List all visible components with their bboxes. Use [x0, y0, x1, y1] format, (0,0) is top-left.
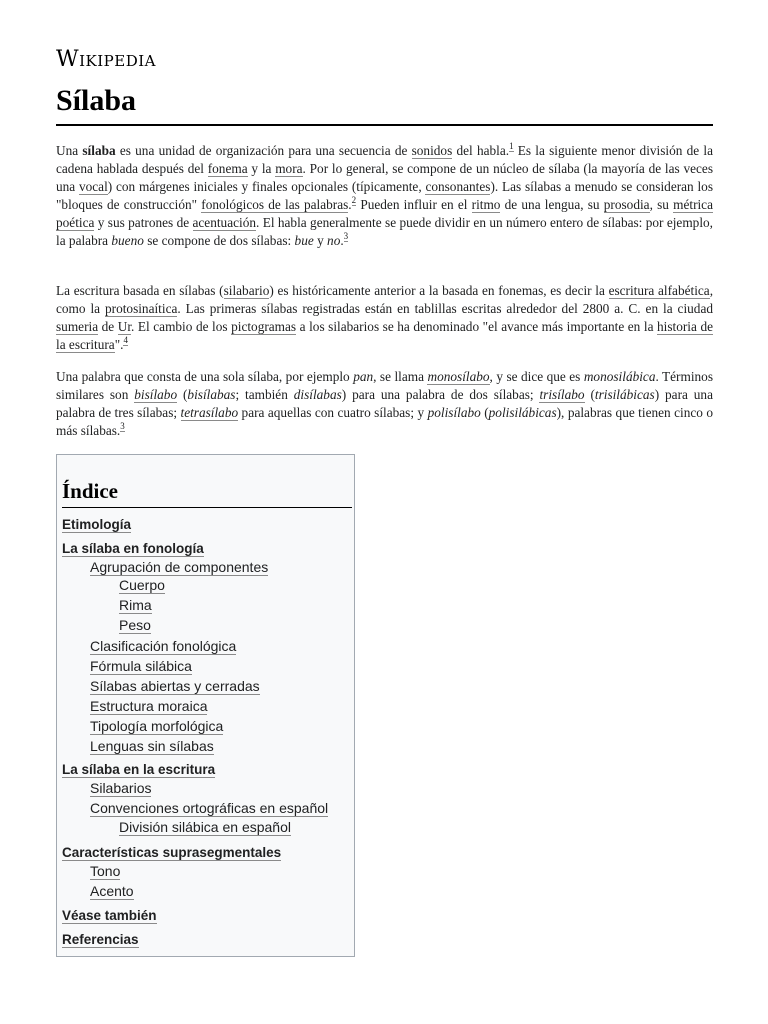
text-run: , su	[649, 197, 674, 212]
text-run: y sus patrones de	[94, 215, 193, 230]
toc-link[interactable]: Tono	[90, 863, 121, 879]
text-run: . Por lo general, se compone de un núcleo de sílaba (la mayoría de las veces una	[56, 161, 714, 194]
toc-link[interactable]: División silábica en español	[119, 819, 291, 835]
bold-term: sílaba	[82, 143, 116, 158]
toc-item[interactable]	[90, 737, 214, 755]
article-link[interactable]: protosinaítica	[105, 301, 178, 316]
text-run: (	[177, 387, 188, 402]
toc-item[interactable]	[90, 799, 328, 817]
italic-term: polisilábicas	[488, 405, 557, 420]
toc-item[interactable]	[119, 616, 151, 634]
toc-item[interactable]	[119, 576, 165, 594]
title-divider	[56, 124, 713, 126]
toc-title: Índice	[62, 479, 352, 508]
text-run: ) para una palabra de dos sílabas;	[341, 387, 540, 402]
text-run: . Las primeras sílabas registradas están en tablillas escritas alrededor del 2800 a. C. en la ciudad	[177, 301, 713, 316]
toc-link[interactable]: Cuerpo	[119, 577, 165, 593]
toc-item[interactable]	[90, 882, 134, 900]
italic-term: trisilábicas	[594, 387, 655, 402]
italic-term: no	[327, 233, 341, 248]
article-link[interactable]: silabario	[223, 283, 270, 298]
text-run: y	[313, 233, 328, 248]
text-run: .	[348, 197, 352, 212]
text-run: y la	[247, 161, 276, 176]
article-link[interactable]: acentuación	[192, 215, 256, 230]
toc-link[interactable]: Fórmula silábica	[90, 658, 192, 674]
toc-link[interactable]: Estructura moraica	[90, 698, 208, 714]
article-link[interactable]: pictogramas	[231, 319, 297, 334]
text-run: a los silabarios se ha denominado "el avance más importante en la	[296, 319, 658, 334]
text-run: ) con márgenes iniciales y finales opcionales (típicamente,	[107, 179, 426, 194]
citation-ref[interactable]: 2	[351, 195, 357, 205]
toc-item[interactable]	[90, 862, 120, 880]
text-run: Una	[56, 143, 83, 158]
intro-paragraph-2	[56, 282, 713, 354]
italic-term: polisílabo	[427, 405, 481, 420]
toc-item[interactable]	[62, 907, 157, 925]
toc-item[interactable]	[62, 540, 204, 558]
toc-link[interactable]: Rima	[119, 597, 152, 613]
page-title: Sílaba	[56, 84, 137, 117]
wikipedia-logo[interactable]: Wikipedia	[56, 47, 156, 72]
italic-term: disílabas	[293, 387, 342, 402]
toc-item[interactable]	[62, 931, 139, 949]
text-run: Pueden influir en el	[356, 197, 472, 212]
article-link[interactable]: prosodia	[603, 197, 650, 212]
citation-ref[interactable]: 4	[123, 335, 128, 345]
toc-link[interactable]: Acento	[90, 883, 134, 899]
text-run: ), palabras que tienen cinco o más sílabas.	[56, 405, 713, 438]
citation-ref[interactable]: 1	[509, 141, 514, 151]
text-run: para aquellas con cuatro sílabas; y	[238, 405, 428, 420]
text-run: ) para una palabra de tres sílabas;	[56, 387, 713, 420]
toc-link[interactable]: Véase también	[62, 908, 157, 923]
italic-term: pan	[353, 369, 374, 384]
article-link[interactable]: escritura alfabética	[608, 283, 710, 298]
text-run: ) es históricamente anterior a la basada en fonemas, es decir la	[269, 283, 609, 298]
text-run: Una palabra que consta de una sola sílaba, por ejemplo	[56, 369, 354, 384]
article-link[interactable]: ritmo	[471, 197, 501, 212]
article-link[interactable]: vocal	[78, 179, 108, 194]
toc-item[interactable]	[62, 516, 131, 534]
toc-link[interactable]: Agrupación de componentes	[90, 559, 269, 575]
toc-item[interactable]	[62, 761, 215, 779]
article-link[interactable]: tetrasílabo	[180, 405, 239, 420]
article-link[interactable]: Ur	[117, 319, 132, 334]
toc-item[interactable]	[62, 844, 281, 862]
text-run: La escritura basada en sílabas (	[56, 283, 224, 298]
article-link[interactable]: mora	[275, 161, 303, 176]
toc-link[interactable]: La sílaba en fonología	[62, 541, 204, 556]
text-run: . El habla generalmente se puede dividir en un número entero de sílabas: por ejemplo, la palabra	[56, 215, 713, 248]
article-link[interactable]: historia de la escritura	[56, 319, 713, 352]
text-run: .	[340, 233, 344, 248]
toc-link[interactable]: Sílabas abiertas y cerradas	[90, 678, 260, 694]
toc-item[interactable]	[90, 657, 192, 675]
toc-link[interactable]: Características suprasegmentales	[62, 845, 282, 860]
text-run: ; también	[235, 387, 294, 402]
text-run: (	[480, 405, 489, 420]
text-run: . El cambio de los	[131, 319, 232, 334]
toc-item[interactable]	[119, 596, 152, 614]
article-link[interactable]: consonantes	[425, 179, 491, 194]
intro-paragraph-1	[56, 142, 713, 250]
toc-link[interactable]: Silabarios	[90, 780, 152, 796]
article-link[interactable]: métrica poética	[56, 197, 713, 230]
text-run: , como la	[56, 283, 714, 316]
citation-ref[interactable]: 3	[343, 231, 349, 241]
toc-item[interactable]	[119, 818, 291, 836]
citation-ref[interactable]: 3	[120, 421, 125, 431]
article-link[interactable]: fonológicos de las palabras	[201, 197, 349, 212]
italic-term: bue	[294, 233, 314, 248]
toc-link[interactable]: Convenciones ortográficas en español	[90, 800, 329, 816]
toc-link[interactable]: Tipología morfológica	[90, 718, 224, 734]
article-link[interactable]: trisílabo	[539, 387, 585, 402]
text-run: ). Las sílabas a menudo se consideran los "bloques de construcción"	[56, 179, 713, 212]
text-run: de	[98, 319, 118, 334]
toc-item[interactable]	[90, 697, 207, 715]
text-run: ".	[114, 337, 124, 352]
text-run: Es la siguiente menor división de la cadena hablada después del	[56, 143, 713, 176]
text-run: , y se dice que es	[489, 369, 584, 384]
article-link[interactable]: fonema	[207, 161, 248, 176]
toc-item[interactable]	[90, 637, 236, 655]
table-of-contents	[56, 454, 355, 957]
intro-paragraph-3	[56, 368, 713, 440]
italic-term: monosilábica	[583, 369, 656, 384]
article-link[interactable]: sonidos	[411, 143, 453, 158]
italic-term: bueno	[111, 233, 144, 248]
text-run: es una unidad de organización para una secuencia de	[115, 143, 412, 158]
toc-link[interactable]: Lenguas sin sílabas	[90, 738, 214, 754]
article-link[interactable]: sumeria	[56, 319, 99, 334]
italic-term: bisílabas	[187, 387, 236, 402]
text-run: de una lengua, su	[500, 197, 604, 212]
text-run: (	[584, 387, 595, 402]
toc-item[interactable]	[90, 677, 260, 695]
article-link[interactable]: bisílabo	[134, 387, 178, 402]
toc-link[interactable]: Peso	[119, 617, 151, 633]
toc-item[interactable]	[90, 717, 223, 735]
text-run: se compone de dos sílabas:	[143, 233, 295, 248]
text-run: . Términos similares son	[56, 369, 713, 402]
toc-link[interactable]: Clasificación fonológica	[90, 638, 237, 654]
toc-link[interactable]: La sílaba en la escritura	[62, 762, 216, 777]
toc-item[interactable]	[90, 558, 268, 576]
text-run: del habla.	[452, 143, 510, 158]
toc-link[interactable]: Referencias	[62, 932, 139, 947]
toc-item[interactable]	[90, 779, 151, 797]
text-run: , se llama	[373, 369, 428, 384]
toc-link[interactable]: Etimología	[62, 517, 132, 532]
article-link[interactable]: monosílabo	[427, 369, 490, 384]
